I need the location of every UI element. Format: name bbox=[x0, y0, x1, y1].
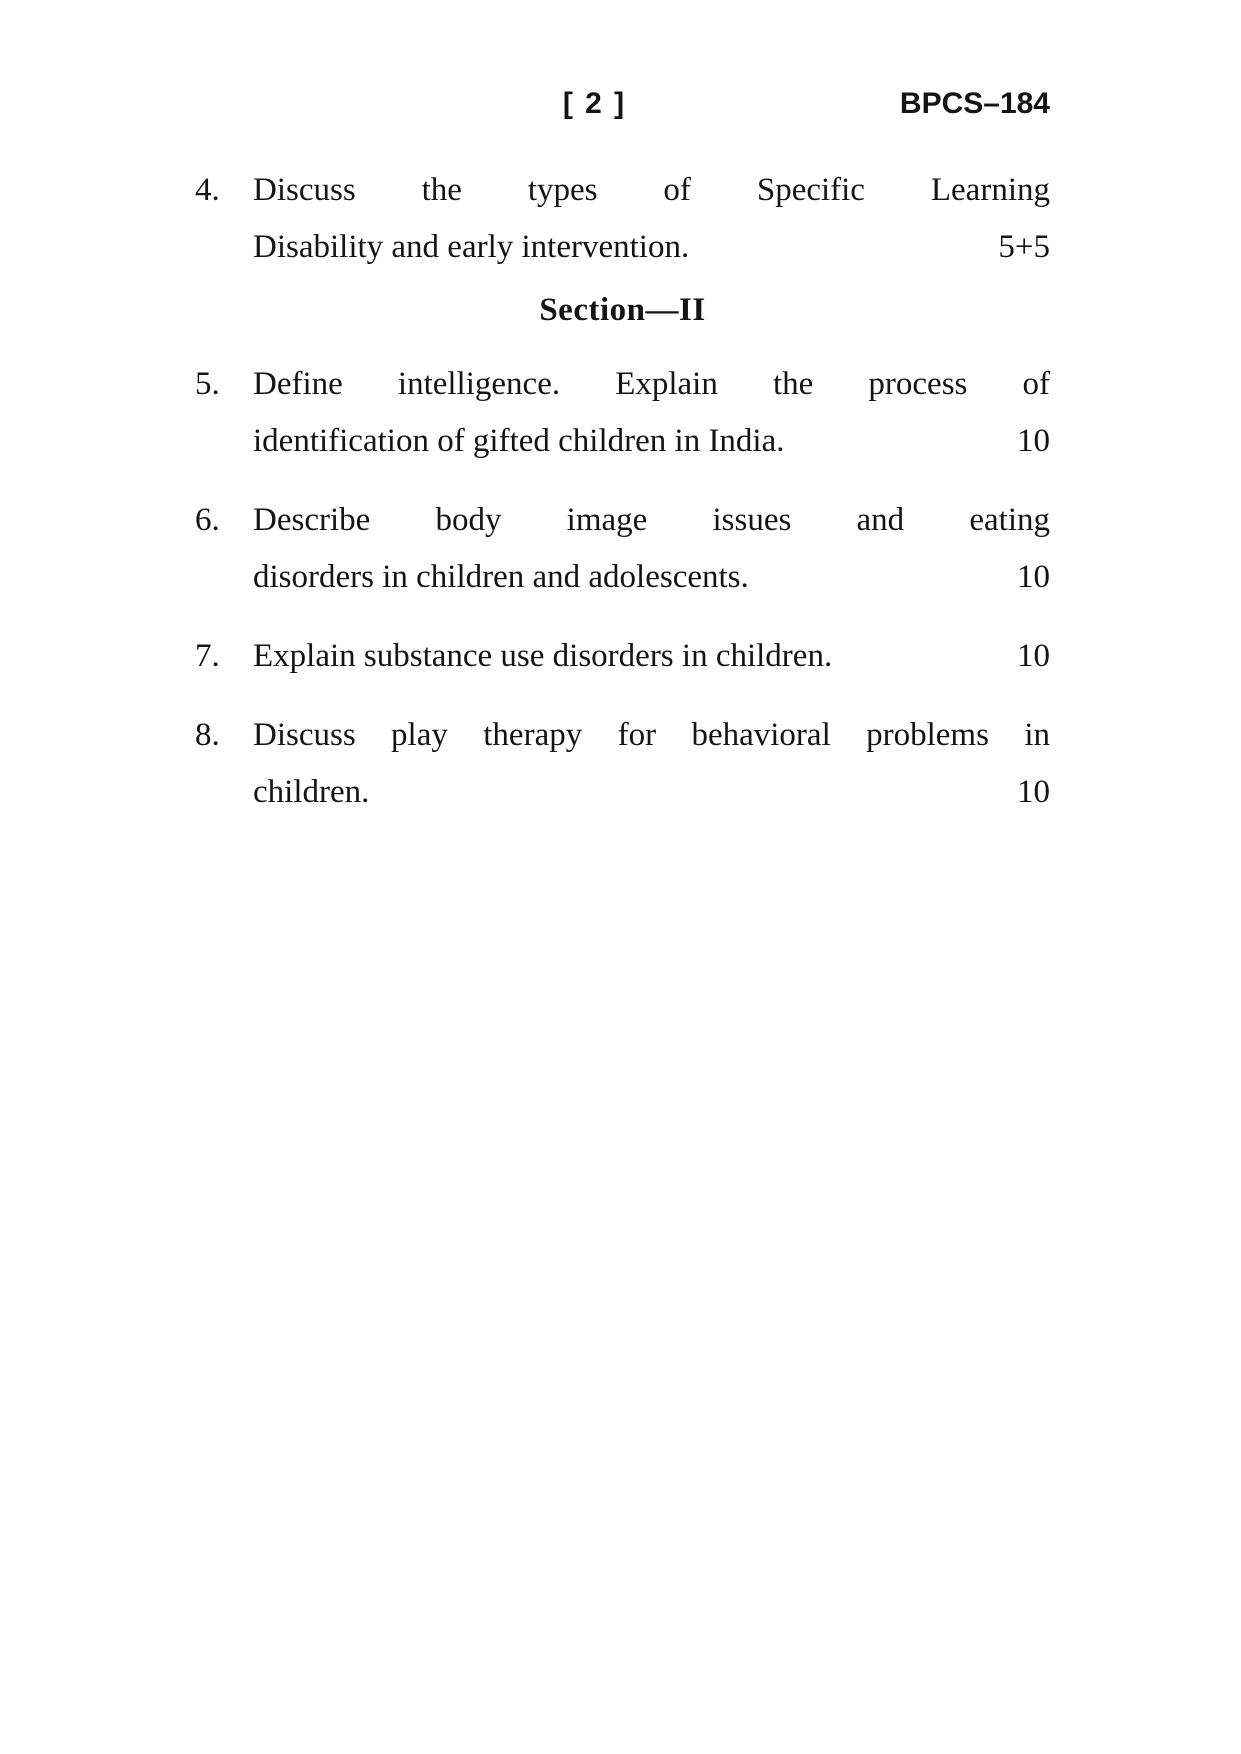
question-last-line bbox=[253, 628, 1050, 685]
question-number: 5. bbox=[195, 366, 220, 402]
question-marks: 10 bbox=[1017, 638, 1050, 674]
question-number: 7. bbox=[195, 638, 220, 674]
question-marks: 5+5 bbox=[998, 229, 1050, 265]
question-7 bbox=[195, 628, 1050, 685]
question-last-line bbox=[253, 549, 1050, 606]
question-text-line: Describe body image issues and eating bbox=[253, 502, 1050, 538]
question-number: 4. bbox=[195, 172, 220, 208]
question-text: Disability and early intervention. bbox=[253, 229, 690, 265]
section-heading: Section—II bbox=[539, 292, 706, 328]
question-4 bbox=[195, 162, 1050, 276]
paper-code: BPCS–184 bbox=[899, 87, 1050, 120]
question-body bbox=[253, 492, 1050, 606]
question-text-line: Discuss play therapy for behavioral problems in bbox=[253, 717, 1050, 753]
question-body bbox=[253, 628, 1050, 685]
page-number: [ 2 ] bbox=[562, 87, 627, 120]
question-last-line bbox=[253, 413, 1050, 470]
question-last-line bbox=[253, 764, 1050, 821]
question-text-line: Define intelligence. Explain the process of bbox=[253, 366, 1050, 402]
question-body bbox=[253, 162, 1050, 276]
question-last-line bbox=[253, 219, 1050, 276]
question-text: children. bbox=[253, 774, 370, 810]
question-8 bbox=[195, 707, 1050, 821]
question-6 bbox=[195, 492, 1050, 606]
question-body bbox=[253, 707, 1050, 821]
question-text-line: Discuss the types of Specific Learning bbox=[253, 172, 1050, 208]
question-marks: 10 bbox=[1017, 423, 1050, 459]
question-number: 6. bbox=[195, 502, 220, 538]
question-body bbox=[253, 356, 1050, 470]
question-marks: 10 bbox=[1017, 774, 1050, 810]
question-number: 8. bbox=[195, 717, 220, 753]
question-text: disorders in children and adolescents. bbox=[253, 559, 749, 595]
question-text: identification of gifted children in India. bbox=[253, 423, 785, 459]
question-5 bbox=[195, 356, 1050, 470]
page-content bbox=[195, 86, 1050, 821]
question-text: Explain substance use disorders in children. bbox=[253, 638, 833, 674]
question-marks: 10 bbox=[1017, 559, 1050, 595]
page-header bbox=[195, 86, 1050, 122]
